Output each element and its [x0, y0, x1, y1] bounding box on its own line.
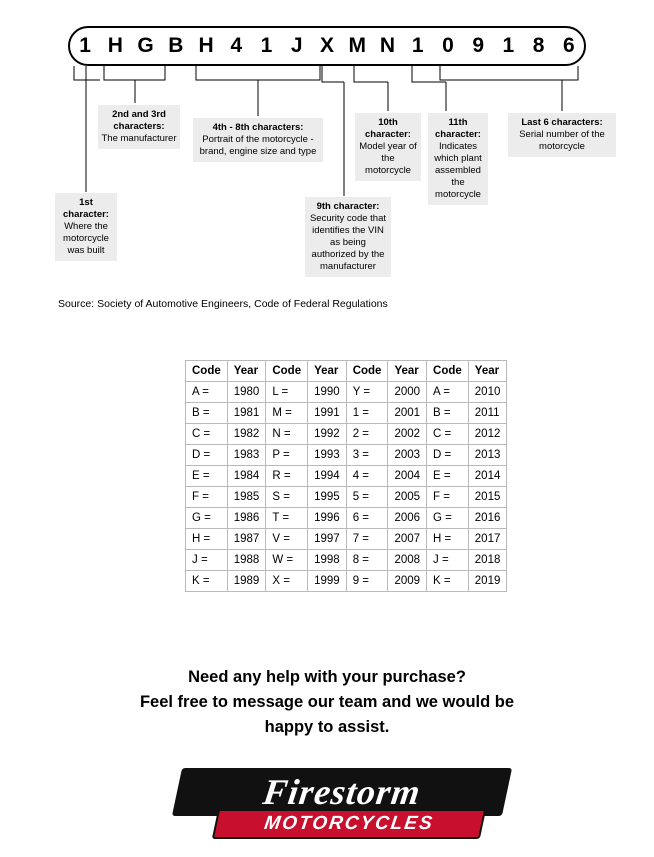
cell-year: 1994: [308, 466, 347, 487]
callout-9th-character: [305, 197, 391, 277]
cell-year: 1993: [308, 445, 347, 466]
callout-body: Serial number of the motorcycle: [519, 129, 605, 152]
vin-char: H: [198, 34, 214, 57]
cell-code: 8 =: [346, 550, 388, 571]
cell-code: E =: [186, 466, 228, 487]
help-line-2: Feel free to message our team and we would be: [139, 693, 515, 711]
cell-year: 1991: [308, 403, 347, 424]
cell-code: 9 =: [346, 571, 388, 592]
cell-year: 2009: [388, 571, 427, 592]
cell-code: T =: [266, 508, 308, 529]
column-header: Code: [427, 361, 469, 382]
cell-year: 2006: [388, 508, 427, 529]
vin-char: 6: [563, 34, 575, 57]
table-row: [186, 445, 507, 466]
vin-char: H: [107, 34, 123, 57]
table-row: [186, 550, 507, 571]
column-header: Year: [308, 361, 347, 382]
cell-year: 1996: [308, 508, 347, 529]
cell-code: K =: [186, 571, 228, 592]
vin-char: 1: [79, 34, 91, 57]
table-row: [186, 403, 507, 424]
cell-year: 2014: [468, 466, 507, 487]
cell-code: 1 =: [346, 403, 388, 424]
cell-year: 1981: [227, 403, 266, 424]
cell-year: 1984: [227, 466, 266, 487]
cell-year: 2017: [468, 529, 507, 550]
column-header: Year: [388, 361, 427, 382]
cell-year: 1983: [227, 445, 266, 466]
cell-code: A =: [186, 382, 228, 403]
firestorm-motorcycles-logo: [177, 768, 507, 846]
cell-code: 3 =: [346, 445, 388, 466]
cell-year: 2004: [388, 466, 427, 487]
cell-code: V =: [266, 529, 308, 550]
cell-year: 2013: [468, 445, 507, 466]
column-header: Code: [186, 361, 228, 382]
callout-2nd-3rd-characters: [98, 105, 180, 149]
table-row: [186, 487, 507, 508]
callout-heading: 1st character:: [63, 197, 109, 220]
callout-heading: 4th - 8th characters:: [212, 122, 304, 133]
logo-wordmark: Firestorm: [260, 772, 424, 812]
cell-code: H =: [186, 529, 228, 550]
callout-body: Portrait of the motorcycle - brand, engine size and type: [199, 134, 317, 157]
cell-code: D =: [186, 445, 228, 466]
cell-code: 6 =: [346, 508, 388, 529]
cell-year: 2018: [468, 550, 507, 571]
cell-code: C =: [186, 424, 228, 445]
cell-year: 2016: [468, 508, 507, 529]
cell-code: M =: [266, 403, 308, 424]
vin-diagram: [0, 0, 654, 310]
cell-year: 2010: [468, 382, 507, 403]
cell-year: 2008: [388, 550, 427, 571]
source-credit: Source: Society of Automotive Engineers, Code of Federal Regulations: [58, 298, 388, 310]
cell-code: C =: [427, 424, 469, 445]
cell-code: 5 =: [346, 487, 388, 508]
table-row: [186, 382, 507, 403]
vin-char: B: [168, 34, 184, 57]
callout-body: Where the motorcycle was built: [63, 221, 109, 256]
cell-year: 1990: [308, 382, 347, 403]
cell-year: 2015: [468, 487, 507, 508]
vin-char: 9: [472, 34, 484, 57]
table-row: [186, 424, 507, 445]
cell-code: A =: [427, 382, 469, 403]
cell-code: Y =: [346, 382, 388, 403]
callout-body: Model year of the motorcycle: [359, 141, 417, 176]
cell-year: 1989: [227, 571, 266, 592]
callout-11th-character: [428, 113, 488, 205]
cell-code: J =: [186, 550, 228, 571]
cell-code: R =: [266, 466, 308, 487]
cell-code: P =: [266, 445, 308, 466]
callout-4th-8th-characters: [193, 118, 323, 162]
cell-code: J =: [427, 550, 469, 571]
column-header: Code: [346, 361, 388, 382]
column-header: Year: [227, 361, 266, 382]
help-line-1: Need any help with your purchase?: [188, 668, 466, 686]
callout-body: The manufacturer: [101, 133, 177, 144]
cell-year: 2002: [388, 424, 427, 445]
cell-code: H =: [427, 529, 469, 550]
cell-code: N =: [266, 424, 308, 445]
vin-char: 0: [442, 34, 454, 57]
vin-char: 1: [502, 34, 515, 57]
callout-10th-character: [355, 113, 421, 181]
vin-char: J: [290, 34, 303, 57]
help-message: [0, 665, 654, 740]
cell-year: 2019: [468, 571, 507, 592]
cell-year: 1985: [227, 487, 266, 508]
table-header-row: [186, 361, 507, 382]
cell-code: L =: [266, 382, 308, 403]
cell-year: 1997: [308, 529, 347, 550]
cell-code: K =: [427, 571, 469, 592]
callout-heading: Last 6 characters:: [521, 117, 603, 128]
callout-1st-character: [55, 193, 117, 261]
cell-code: 4 =: [346, 466, 388, 487]
vin-char: 8: [532, 34, 545, 57]
cell-year: 2003: [388, 445, 427, 466]
cell-code: F =: [186, 487, 228, 508]
help-line-3: happy to assist.: [264, 718, 390, 736]
vin-char: 1: [260, 34, 273, 57]
callout-last-6-characters: [508, 113, 616, 157]
cell-year: 1980: [227, 382, 266, 403]
cell-code: B =: [427, 403, 469, 424]
cell-code: G =: [186, 508, 228, 529]
cell-year: 1999: [308, 571, 347, 592]
cell-year: 1988: [227, 550, 266, 571]
vin-char: X: [319, 34, 334, 57]
cell-year: 1992: [308, 424, 347, 445]
cell-code: F =: [427, 487, 469, 508]
column-header: Year: [468, 361, 507, 382]
cell-code: B =: [186, 403, 228, 424]
model-year-code-table: [185, 360, 507, 592]
cell-code: D =: [427, 445, 469, 466]
cell-year: 1987: [227, 529, 266, 550]
callout-heading: 2nd and 3rd characters:: [112, 109, 166, 132]
cell-year: 2000: [388, 382, 427, 403]
table-row: [186, 508, 507, 529]
callout-heading: 9th character:: [316, 201, 380, 212]
cell-year: 2005: [388, 487, 427, 508]
vin-char: 1: [411, 34, 424, 57]
table-row: [186, 466, 507, 487]
cell-year: 2001: [388, 403, 427, 424]
cell-code: E =: [427, 466, 469, 487]
table-row: [186, 571, 507, 592]
cell-code: G =: [427, 508, 469, 529]
cell-year: 2007: [388, 529, 427, 550]
cell-year: 1995: [308, 487, 347, 508]
vin-char: N: [379, 34, 396, 57]
vin-char: G: [137, 34, 154, 57]
cell-year: 1998: [308, 550, 347, 571]
cell-year: 2011: [468, 403, 507, 424]
table-row: [186, 529, 507, 550]
vin-character-bar: [68, 26, 586, 66]
callout-body: Indicates which plant assembled the motorcycle: [434, 141, 482, 200]
logo-subtitle: MOTORCYCLES: [262, 813, 436, 834]
cell-code: 7 =: [346, 529, 388, 550]
callout-heading: 10th character:: [365, 117, 411, 140]
cell-year: 1982: [227, 424, 266, 445]
cell-code: X =: [266, 571, 308, 592]
cell-code: W =: [266, 550, 308, 571]
callout-body: Security code that identifies the VIN as being authorized by the manufacturer: [309, 213, 387, 272]
vin-char: 4: [230, 34, 243, 57]
callout-heading: 11th character:: [435, 117, 481, 140]
cell-year: 2012: [468, 424, 507, 445]
cell-code: S =: [266, 487, 308, 508]
vin-char: M: [348, 34, 366, 57]
cell-year: 1986: [227, 508, 266, 529]
cell-code: 2 =: [346, 424, 388, 445]
column-header: Code: [266, 361, 308, 382]
